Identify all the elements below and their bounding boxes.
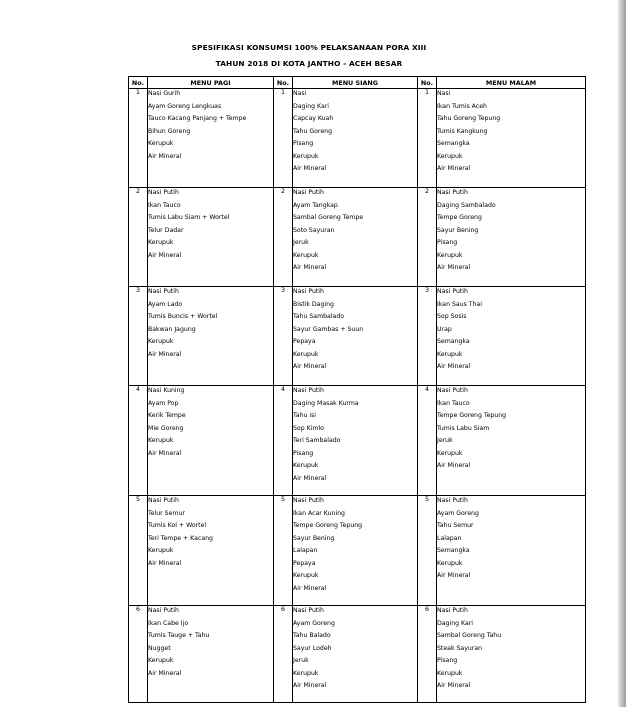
menu-item: Daging Kari xyxy=(437,619,474,627)
row-number: 3 xyxy=(418,287,437,386)
menu-item: Ikan Cabe Ijo xyxy=(148,619,189,627)
menu-item: Pisang xyxy=(293,449,314,457)
menu-pagi-cell xyxy=(148,606,274,703)
menu-item: Nasi Putih xyxy=(437,607,468,614)
table-row xyxy=(129,188,586,287)
menu-item: Tempe Goreng Tepung xyxy=(293,522,363,529)
menu-item: Kerupuk xyxy=(293,350,319,358)
menu-item: Kerupuk xyxy=(437,449,463,457)
row-number: 5 xyxy=(129,496,148,606)
row-number: 5 xyxy=(418,496,437,606)
row-number: 2 xyxy=(418,188,437,287)
menu-item: Kerupuk xyxy=(293,669,319,677)
header-no: No. xyxy=(418,77,437,89)
table-row xyxy=(129,89,586,188)
menu-item: Nasi Putih xyxy=(437,387,468,394)
menu-item: Air Mineral xyxy=(148,350,182,358)
menu-item: Air Mineral xyxy=(437,264,471,271)
menu-item: Air Mineral xyxy=(437,572,471,579)
menu-item: Air Mineral xyxy=(293,584,327,592)
menu-item: Air Mineral xyxy=(293,474,327,482)
menu-pagi-cell xyxy=(148,89,274,188)
menu-item: Ikan Tauco xyxy=(148,201,181,209)
menu-item: Air Mineral xyxy=(148,152,182,160)
menu-pagi-cell xyxy=(148,496,274,606)
menu-item: Steak Sayuran xyxy=(437,644,483,652)
menu-item: Air Mineral xyxy=(148,559,182,567)
row-number: 4 xyxy=(274,386,293,496)
menu-item: Daging Masak Kurma xyxy=(293,399,359,407)
row-number: 3 xyxy=(129,287,148,386)
table-row xyxy=(129,287,586,386)
menu-item: Kerupuk xyxy=(148,239,174,246)
menu-item: Nasi Putih xyxy=(437,288,468,295)
menu-item: Telur Semur xyxy=(148,509,185,517)
menu-item: Ayam Goreng xyxy=(293,619,335,627)
menu-item: Sambal Goreng Tempe xyxy=(293,214,364,221)
row-number: 6 xyxy=(418,606,437,703)
menu-item: Air Mineral xyxy=(148,449,182,457)
menu-item: Air Mineral xyxy=(437,165,471,172)
menu-item: Air Mineral xyxy=(437,363,471,370)
menu-item: Kerupuk xyxy=(148,140,174,147)
menu-item: Ikan Acar Kuning xyxy=(293,509,345,517)
menu-malam-cell xyxy=(437,188,586,287)
menu-item: Kerupuk xyxy=(148,657,174,664)
menu-siang-cell xyxy=(293,606,418,703)
menu-item: Tumis Kangkung xyxy=(437,127,488,135)
menu-item: Ayam Lado xyxy=(148,300,183,308)
menu-item: Jeruk xyxy=(437,437,453,444)
menu-item: Sambal Goreng Tahu xyxy=(437,632,502,639)
menu-item: Tumis Kol + Wortel xyxy=(148,522,207,529)
menu-item: Ikan Saus Thai xyxy=(437,300,483,308)
menu-item: Tumis Labu Siam + Wortel xyxy=(148,214,230,221)
menu-malam-cell xyxy=(437,386,586,496)
row-number: 4 xyxy=(418,386,437,496)
menu-item: Semangka xyxy=(437,338,470,345)
menu-item: Telur Dadar xyxy=(148,226,184,234)
menu-item: Nasi Putih xyxy=(148,288,179,295)
menu-item: Nasi Putih xyxy=(293,497,324,504)
menu-siang-cell xyxy=(293,386,418,496)
menu-item: Nasi Putih xyxy=(293,288,324,295)
menu-item: Ikan Tauco xyxy=(437,399,470,407)
menu-table xyxy=(128,76,586,703)
menu-item: Nasi Kuning xyxy=(148,387,185,394)
menu-item: Nasi Putih xyxy=(437,189,468,196)
row-number: 6 xyxy=(274,606,293,703)
menu-item: Bistik Daging xyxy=(293,300,334,308)
menu-item: Nasi Putih xyxy=(437,497,468,504)
menu-item: Nasi Putih xyxy=(293,387,324,394)
menu-malam-cell xyxy=(437,606,586,703)
menu-item: Nasi xyxy=(437,90,451,97)
menu-item: Tumis Buncis + Wortel xyxy=(148,313,218,320)
menu-item: Kerupuk xyxy=(437,350,463,358)
menu-pagi-cell xyxy=(148,188,274,287)
menu-item: Air Mineral xyxy=(293,264,327,271)
row-number: 2 xyxy=(274,188,293,287)
menu-item: Tauco Kacang Panjang + Tempe xyxy=(148,115,247,122)
menu-item: Pisang xyxy=(437,657,458,664)
menu-item: Ikan Tumis Aceh xyxy=(437,102,487,110)
header-no: No. xyxy=(274,77,293,89)
menu-item: Bihun Goreng xyxy=(148,127,191,135)
menu-item: Kerupuk xyxy=(148,338,174,345)
menu-item: Air Mineral xyxy=(437,462,471,469)
menu-item: Sop Sosis xyxy=(437,313,467,320)
menu-item: Teri Sambalado xyxy=(293,437,341,444)
row-number: 6 xyxy=(129,606,148,703)
menu-item: Pepaya xyxy=(293,338,316,345)
row-number: 5 xyxy=(274,496,293,606)
document-title: SPESIFIKASI KONSUMSI 100% PELAKSANAAN PORA XIII xyxy=(191,43,427,52)
header-no: No. xyxy=(129,77,148,89)
menu-item: Bakwan Jagung xyxy=(148,325,196,333)
header-menu-siang: MENU SIANG xyxy=(293,77,418,89)
menu-item: Nasi Putih xyxy=(148,497,179,504)
menu-item: Ayam Goreng xyxy=(437,509,479,517)
menu-malam-cell xyxy=(437,89,586,188)
menu-item: Kerupuk xyxy=(293,152,319,160)
menu-item: Kerupuk xyxy=(293,251,319,259)
row-number: 3 xyxy=(274,287,293,386)
header-menu-malam: MENU MALAM xyxy=(437,77,586,89)
table-row xyxy=(129,606,586,703)
row-number: 1 xyxy=(129,89,148,188)
menu-item: Daging Kari xyxy=(293,102,330,110)
menu-item: Kerupuk xyxy=(437,669,463,677)
menu-item: Semangka xyxy=(437,140,470,147)
menu-item: Nugget xyxy=(148,644,171,652)
menu-item: Air Mineral xyxy=(148,251,182,259)
menu-item: Jeruk xyxy=(293,239,309,246)
menu-item: Tahu Goreng Tepung xyxy=(437,115,501,122)
menu-item: Kerik Tempe xyxy=(148,412,186,419)
menu-item: Semangka xyxy=(437,547,470,554)
menu-item: Kerupuk xyxy=(293,572,319,579)
row-number: 4 xyxy=(129,386,148,496)
menu-item: Nasi Putih xyxy=(293,607,324,614)
menu-malam-cell xyxy=(437,496,586,606)
menu-item: Sayur Lodeh xyxy=(293,644,332,652)
menu-item: Air Mineral xyxy=(293,363,327,370)
menu-item: Tahu Balado xyxy=(293,632,331,639)
menu-item: Tempe Goreng xyxy=(437,214,482,221)
menu-pagi-cell xyxy=(148,287,274,386)
menu-item: Capcay Kuah xyxy=(293,115,334,122)
menu-item: Ayam Pop xyxy=(148,399,179,407)
menu-item: Air Mineral xyxy=(293,165,327,172)
menu-siang-cell xyxy=(293,188,418,287)
menu-siang-cell xyxy=(293,496,418,606)
document-subtitle: TAHUN 2018 DI KOTA JANTHO - ACEH BESAR xyxy=(215,59,403,68)
menu-item: Lalapan xyxy=(293,547,318,554)
header-menu-pagi: MENU PAGI xyxy=(148,77,274,89)
menu-item: Kerupuk xyxy=(148,547,174,554)
menu-item: Tahu Goreng xyxy=(293,127,332,135)
menu-pagi-cell xyxy=(148,386,274,496)
row-number: 1 xyxy=(274,89,293,188)
table-row xyxy=(129,496,586,606)
menu-item: Tumis Labu Siam xyxy=(437,424,490,432)
menu-item: Kerupuk xyxy=(437,152,463,160)
menu-item: Kerupuk xyxy=(148,437,174,444)
page-edge-shadow xyxy=(618,0,626,707)
menu-item: Nasi Putih xyxy=(148,189,179,196)
menu-item: Sayur Bening xyxy=(293,534,335,542)
menu-item: Mie Goreng xyxy=(148,424,184,432)
menu-item: Air Mineral xyxy=(437,682,471,689)
menu-item: Pisang xyxy=(293,140,314,147)
menu-siang-cell xyxy=(293,287,418,386)
menu-item: Sayur Gambas + Suun xyxy=(293,325,364,333)
menu-item: Nasi Putih xyxy=(148,607,179,614)
menu-item: Sop Kimlo xyxy=(293,424,324,432)
menu-item: Tempe Goreng Tepung xyxy=(437,412,507,419)
menu-item: Kerupuk xyxy=(437,559,463,567)
menu-item: Sayur Bening xyxy=(437,226,479,234)
menu-item: Ayam Tangkap xyxy=(293,201,338,209)
menu-item: Air Mineral xyxy=(148,669,182,677)
menu-item: Air Mineral xyxy=(293,682,327,689)
menu-item: Pepaya xyxy=(293,559,316,567)
menu-item: Tahu Sambalado xyxy=(293,313,345,320)
menu-item: Urap xyxy=(437,325,452,333)
menu-item: Kerupuk xyxy=(437,251,463,259)
menu-item: Nasi Gurih xyxy=(148,90,181,97)
menu-item: Tahu isi xyxy=(293,412,317,419)
menu-item: Daging Sambalado xyxy=(437,201,496,209)
table-header-row xyxy=(129,77,586,89)
menu-item: Teri Tempe + Kacang xyxy=(148,534,213,542)
menu-item: Lalapan xyxy=(437,534,462,542)
menu-item: Ayam Goreng Lengkuas xyxy=(148,102,222,110)
menu-siang-cell xyxy=(293,89,418,188)
row-number: 1 xyxy=(418,89,437,188)
menu-item: Pisang xyxy=(437,239,458,246)
menu-item: Kerupuk xyxy=(293,462,319,469)
menu-item: Soto Sayuran xyxy=(293,226,335,234)
menu-item: Tahu Semur xyxy=(437,522,474,529)
row-number: 2 xyxy=(129,188,148,287)
table-row xyxy=(129,386,586,496)
menu-item: Jeruk xyxy=(293,657,309,664)
menu-item: Tumis Tauge + Tahu xyxy=(148,632,210,639)
menu-item: Nasi Putih xyxy=(293,189,324,196)
menu-item: Nasi xyxy=(293,90,307,97)
menu-malam-cell xyxy=(437,287,586,386)
